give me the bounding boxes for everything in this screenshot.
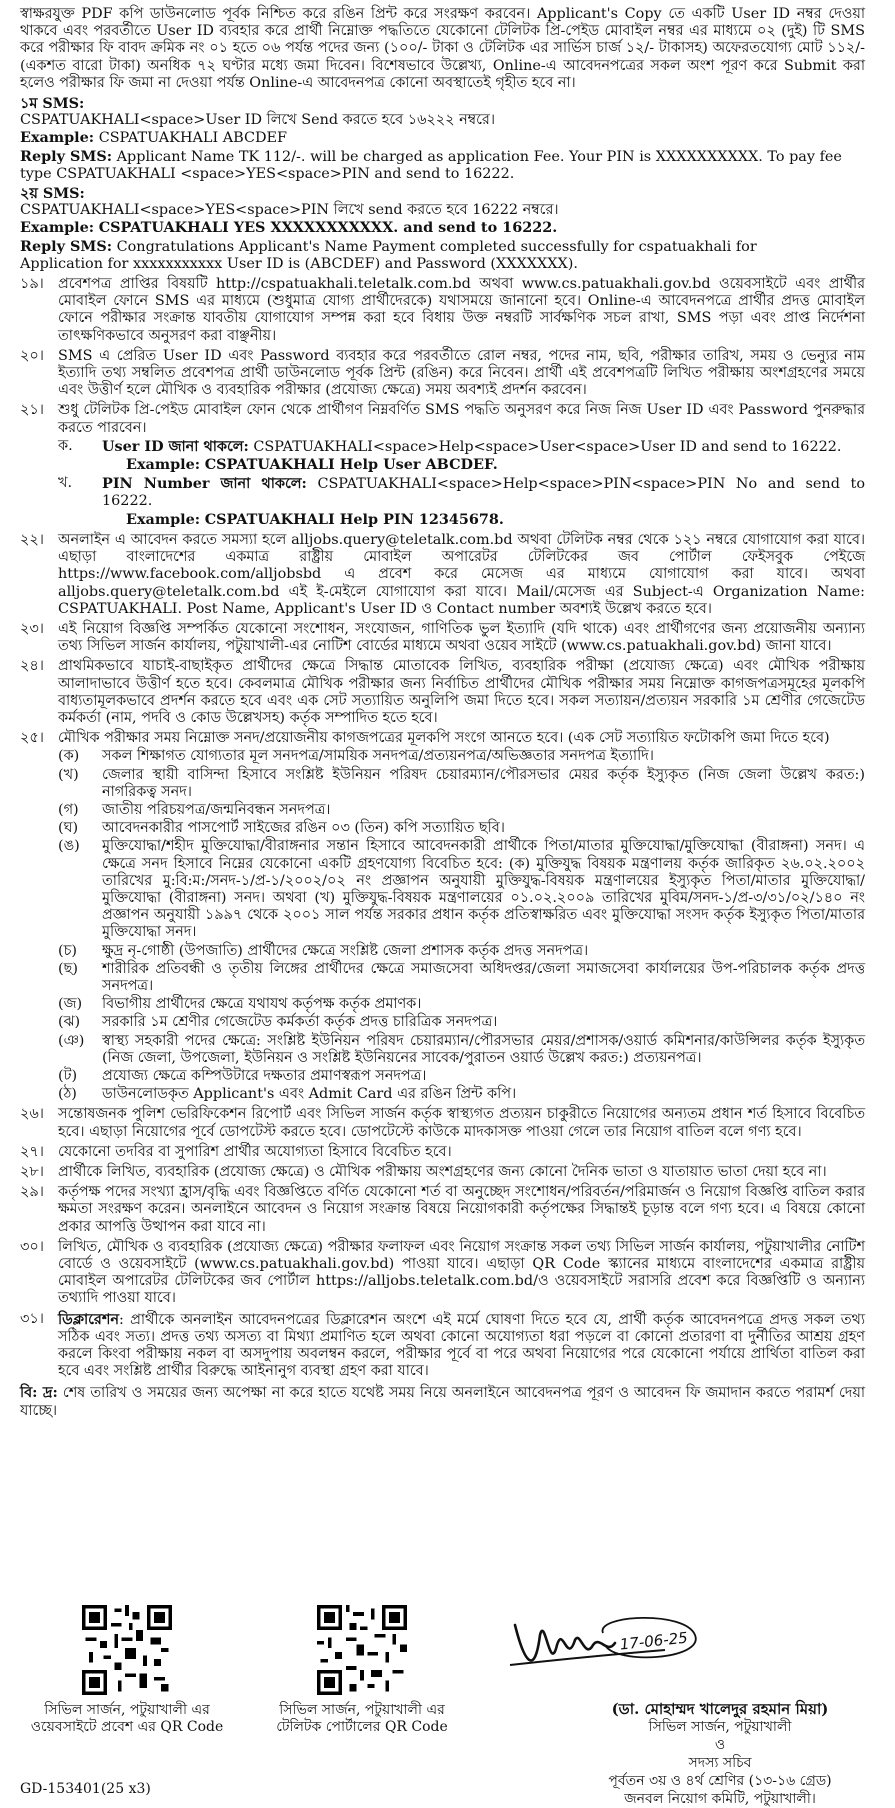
document-item <box>58 802 865 819</box>
clause-26 <box>20 1106 865 1140</box>
clause-24 <box>20 658 865 727</box>
document-item <box>58 820 865 837</box>
sms1-heading: ১ম SMS: <box>20 95 85 113</box>
sms2-instruction: CSPATUAKHALI<space>YES<space>PIN লিখে send করতে হবে 16222 নম্বরে। <box>20 202 559 219</box>
sub-label: (ছ) <box>58 960 78 977</box>
signer-block <box>575 1700 865 1808</box>
document-item <box>58 767 865 801</box>
sub-text: সকল শিক্ষাগত যোগ্যতার মূল সনদপত্র/সাময়িক সনদপত্র/প্রত্যয়নপত্র/অভিজ্ঞতার সনদপত্র ইত্যাদি। <box>102 748 654 765</box>
sub-label: (ঠ) <box>58 1086 77 1103</box>
signature <box>495 1605 715 1695</box>
sms1-example: CSPATUAKHALI ABCDEF <box>98 130 287 147</box>
intro-paragraph: স্বাক্ষরযুক্ত PDF কপি ডাউনলোড পূর্বক নিশ্চিত করে রঙিন প্রিন্ট করে সংরক্ষণ করবেন। Applicant's Copy তে একটি User ID নম্বর দেওয়া থাকবে এবং পরবর্তীতে User ID ব্যবহার করে প্রার্থী নিম্নোক্ত পদ্ধতিতে যেকোনো টেলিটক প্রি-পেইড মোবাইল নম্বর এর মাধ্যমে ০২ (দুই) টি SMS করে পরীক্ষার ফি বাবদ ক্রমিক নং ০১ হতে ০৬ পর্যন্ত পদের জন্য (১০০/- টাকা ও টেলিটক এর সার্ভিস চার্জ ১২/- টাকাসহ) অফেরতযোগ্য মোট ১১২/- (একশত বারো টাকা) অনধিক ৭২ ঘণ্টার মধ্যে জমা দিবেন। বিশেষভাবে উল্লেখ্য, Online-এ আবেদনপত্রের সকল অংশ পূরণ করে Submit করা হলেও পরীক্ষার ফি জমা না দেওয়া পর্যন্ত Online-এ আবেদনপত্র কোনো অবস্থাতেই গৃহীত হবে না। <box>20 6 865 91</box>
clause-27 <box>20 1144 865 1161</box>
sub-label: (ঘ) <box>58 820 79 837</box>
clause-30 <box>20 1239 865 1308</box>
document-item <box>58 1086 865 1103</box>
sms1-instruction: CSPATUAKHALI<space>User ID লিখে Send করতে হবে ১৬২২২ নম্বরে। <box>20 112 495 129</box>
sms2-reply: Congratulations Applicant's Name Payment completed successfully for cspatuakhali for <box>116 238 757 255</box>
document-item <box>58 1033 865 1067</box>
sub-text: CSPATUAKHALI<space>Help<space>User<space>User ID and send to 16222. <box>253 438 842 455</box>
sms2-example-label: Example: <box>20 219 95 237</box>
note-text: শেষ তারিখ ও সময়ের জন্য অপেক্ষা না করে হাতে যথেষ্ট সময় নিয়ে অনলাইনে আবেদনপত্র পূরণ ও আবেদন ফি জমাদান করতে পরামর্শ দেয়া যাচ্ছে। <box>20 1385 865 1419</box>
sms1-reply-label: Reply SMS: <box>20 147 113 165</box>
note <box>20 1384 865 1419</box>
sub-label: (ট) <box>58 1067 78 1084</box>
caption-line: টেলিটক পোর্টালের QR Code <box>276 1719 448 1735</box>
clause-text: মৌখিক পরীক্ষার সময় নিম্নোক্ত সনদ/প্রয়োজনীয় কাগজপত্রের মূলকপি সংগে আনতে হবে। (এক সেট সত্যায়িত ফটোকপি জমা দিতে হবে) <box>58 730 830 747</box>
sub-label: (গ) <box>58 801 79 818</box>
clause-number: ২০। <box>20 347 44 364</box>
sub-title: User ID জানা থাকলে: <box>102 437 249 455</box>
clause-number: ৩১। <box>20 1310 44 1327</box>
sms1-block <box>20 95 865 183</box>
clause-20 <box>20 348 865 400</box>
sub-text: শারীরিক প্রতিবন্ধী ও তৃতীয় লিঙ্গের প্রার্থীদের ক্ষেত্রে সমাজসেবা অধিদপ্তর/জেলা সমাজসেবা কার্যালয়ের উপ-পরিচালক কর্তৃক প্রদত্ত সনদপত্র। <box>102 960 865 994</box>
clause-19 <box>20 276 865 345</box>
sms2-heading: ২য় SMS: <box>20 185 85 203</box>
clause-number: ২৬। <box>20 1106 44 1123</box>
clause-number: ২৩। <box>20 620 44 637</box>
clause-number: ১৯। <box>20 276 44 293</box>
clause-text: যেকোনো তদবির বা সুপারিশ প্রার্থীর অযোগ্যতা হিসাবে বিবেচিত হবে। <box>58 1143 452 1160</box>
clause-text: SMS এ প্রেরিত User ID এবং Password ব্যবহার করে পরবর্তীতে রোল নম্বর, পদের নাম, ছবি, পরীক্ষার তারিখ, সময় ও ভেন্যুর নাম ইত্যাদি তথ্য সম্বলিত প্রবেশপত্র প্রার্থী ডাউনলোড পূর্বক প্রিন্ট (রঙিন) করে নিবেন। প্রার্থী এই প্রবেশপত্রটি লিখিত পরীক্ষায় অংশগ্রহণের সময়ে এবং উত্তীর্ণ হলে মৌখিক ও ব্যবহারিক পরীক্ষার (প্রযোজ্য ক্ষেত্রে) সময় অবশ্যই প্রদর্শন করবেন। <box>58 347 865 399</box>
document-item <box>58 943 865 960</box>
signer-committee: পূর্বতন ৩য় ও ৪র্থ শ্রেণির (১৩-১৬ গ্রেড) <box>608 1773 832 1789</box>
sub-label: (চ) <box>58 942 77 959</box>
sms2-reply-line2: Application for xxxxxxxxxxx User ID is (ABCDEF) and Password (XXXXXXX). <box>20 255 578 272</box>
clause-text: প্রবেশপত্র প্রাপ্তির বিষয়টি http://cspatuakhali.teletalk.com.bd অথবা www.cs.patuakhali.gov.bd ওয়েবসাইটে এবং প্রার্থীর মোবাইল ফোনে SMS এর মাধ্যমে (শুধুমাত্র যোগ্য প্রার্থীদেরকে) যথাসময়ে জানানো হবে। Online-এ আবেদনপত্রে প্রার্থীর প্রদত্ত মোবাইল ফোনে পরীক্ষার সংক্রান্ত যাবতীয় যোগাযোগ সম্পন্ন করা হবে বিধায় উক্ত নম্বরটি সার্বক্ষণিক সচল রাখা, SMS পড়া এবং প্রাপ্ত নির্দেশনা তাৎক্ষণিকভাবে অনুসরণ করা বাঞ্ছনীয়। <box>58 276 865 344</box>
note-label: বি: দ্র: <box>20 1384 58 1402</box>
clause-text: : প্রার্থীকে অনলাইন আবেদনপত্রের ডিক্লারেশন অংশে এই মর্মে ঘোষণা দিতে হবে যে, প্রার্থী কর্তৃক আবেদনপত্রে প্রদত্ত সকল তথ্য সঠিক এবং সত্য। প্রদত্ত তথ্য অসত্য বা মিথ্যা প্রমাণিত হলে অথবা কোনো অযোগ্যতা ধরা পড়লে বা কোনো প্রতারণা বা দুর্নীতির আশ্রয় গ্রহণ করলে কিংবা পরীক্ষায় নকল বা অসদুপায় অবলম্বন করলে, পরীক্ষার পূর্বে বা পরে অথবা নিয়োগের পরে যেকোনো পর্যায়ে প্রার্থিতা বাতিল করা হবে এবং সংশ্লিষ্ট প্রার্থীর বিরুদ্ধে আইনানুগ ব্যবস্থা গ্রহণ করা যাবে। <box>58 1311 865 1380</box>
document-item <box>58 961 865 995</box>
sub-label: খ. <box>58 475 73 492</box>
example-label: Example: <box>126 510 201 528</box>
clause-number: ২৮। <box>20 1164 44 1180</box>
clause-28 <box>20 1164 865 1181</box>
sms2-reply-label: Reply SMS: <box>20 237 113 255</box>
sms2-example: CSPATUAKHALI YES XXXXXXXXXXX. and send to 16222. <box>98 219 558 237</box>
clause-23 <box>20 621 865 655</box>
sub-text: প্রযোজ্য ক্ষেত্রে কম্পিউটারে দক্ষতার প্রমাণস্বরূপ সনদপত্র। <box>102 1067 427 1084</box>
website-qr-caption <box>7 1702 247 1736</box>
clause-text: প্রার্থীকে লিখিত, ব্যবহারিক (প্রযোজ্য ক্ষেত্রে) ও মৌখিক পরীক্ষায় অংশগ্রহণের জন্য কোনো দৈনিক ভাতা ও যাতায়াত ভাতা দেয়া হবে না। <box>58 1164 827 1180</box>
sub-text: স্বাস্থ্য সহকারী পদের ক্ষেত্রে: সংশ্লিষ্ট ইউনিয়ন পরিষদ চেয়ারম্যান/পৌরসভার মেয়র/প্রশাসক/ওয়ার্ড কমিশনার/কাউন্সিলর কর্তৃক ইস্যুকৃত (নিজ জেলা, উপজেলা, ইউনিয়ন ও সংশ্লিষ্ট ইউনিয়নের সাবেক/পুরাতন ওয়ার্ড উল্লেখ করত:) প্রত্যয়নপত্র। <box>102 1032 865 1066</box>
website-qr-code[interactable] <box>82 1605 172 1695</box>
sub-label: (জ) <box>58 996 83 1013</box>
clause-number: ২৯। <box>20 1184 44 1201</box>
clause-number: ৩০। <box>20 1238 44 1255</box>
clause-number: ২৪। <box>20 658 44 675</box>
sms2-block <box>20 185 865 273</box>
teletalk-qr-caption <box>242 1702 482 1736</box>
clause-25 <box>20 730 865 1103</box>
clause-number: ২১। <box>20 402 44 419</box>
sub-label: (ঞ) <box>58 1032 85 1049</box>
clause-21-b <box>58 475 865 510</box>
clause-text: কর্তৃপক্ষ পদের সংখ্যা হ্রাস/বৃদ্ধি এবং বিজ্ঞপ্তিতে বর্ণিত যেকোনো শর্ত বা অনুচ্ছেদ সংশোধন/পরিবর্তন/পরিমার্জন ও নিয়োগ বিজ্ঞপ্তি বাতিল করার ক্ষমতা সংরক্ষণ করেন। অনলাইনে আবেদন ও নিয়োগ সংক্রান্ত বিষয়ে নিয়োগকারী কর্তৃপক্ষের সিদ্ধান্তই চূড়ান্ত বলে গণ্য হবে। এ বিষয়ে কোনো প্রকার আপত্তি উত্থাপন করা যাবে না। <box>58 1184 865 1235</box>
clause-text: সন্তোষজনক পুলিশ ভেরিফিকেশন রিপোর্ট এবং সিভিল সার্জন কর্তৃক স্বাস্থ্যগত প্রত্যয়ন চাকুরীতে নিয়োগের অন্যতম প্রধান শর্ত হিসাবে বিবেচিত হবে। এছাড়া নিয়োগের পূর্বে ডোপটেস্ট করতে হবে। ডোপটেস্টে কাউকে মাদকাসক্ত পাওয়া গেলে তার নিয়োগ বাতিল বলে গণ্য হবে। <box>58 1106 865 1140</box>
signer-name: (ডা. মোহাম্মদ খালেদুর রহমান মিয়া) <box>611 1700 829 1718</box>
clause-31 <box>20 1311 865 1381</box>
clause-22 <box>20 532 865 618</box>
signature-date: 17-06-25 <box>618 1628 689 1654</box>
gd-number: GD-153401(25 x3) <box>20 1781 151 1797</box>
sub-text: জাতীয় পরিচয়পত্র/জন্মনিবন্ধন সনদপত্র। <box>102 801 331 818</box>
clause-text: এই নিয়োগ বিজ্ঞপ্তি সম্পর্কিত যেকোনো সংশোধন, সংযোজন, গাণিতিক ভুল ইত্যাদি (যদি থাকে) এবং প্রার্থীগণের জন্য প্রয়োজনীয় অন্যান্য তথ্য সিভিল সার্জন কার্যালয়, পটুয়াখালী-এর নোটিশ বোর্ডের মাধ্যমে অথবা ওয়েব সাইটে (www.cs.patuakhali.gov.bd) জানা যাবে। <box>58 620 865 655</box>
example-text: CSPATUAKHALI Help PIN 12345678. <box>204 510 504 528</box>
signer-and: ও <box>714 1737 726 1753</box>
sub-text: ক্ষুদ্র নৃ-গোষ্ঠী (উপজাতি) প্রার্থীদের ক্ষেত্রে সংশ্লিষ্ট জেলা প্রশাসক কর্তৃক প্রদত্ত সনদপত্র। <box>102 942 589 959</box>
caption-line: ওয়েবসাইটে প্রবেশ এর QR Code <box>30 1719 224 1735</box>
clause-number: ২৫। <box>20 730 44 747</box>
declaration-title: ডিক্লারেশন <box>58 1310 119 1328</box>
document-item <box>58 838 865 941</box>
clause-21-a-example <box>58 456 865 474</box>
sub-title: PIN Number জানা থাকলে: <box>102 475 307 493</box>
document-item <box>58 748 865 765</box>
clause-21-b-example <box>58 511 865 529</box>
document-item <box>58 1068 865 1085</box>
clause-21 <box>20 402 865 528</box>
sms1-example-label: Example: <box>20 129 95 147</box>
signer-title: সিভিল সার্জন, পটুয়াখালী <box>648 1719 792 1735</box>
sub-text: বিভাগীয় প্রার্থীদের ক্ষেত্রে যথাযথ কর্তৃপক্ষ কর্তৃক প্রমাণক। <box>102 996 422 1013</box>
sub-text: মুক্তিযোদ্ধা/শহীদ মুক্তিযোদ্ধা/বীরাঙ্গনার সন্তান হিসাবে আবেদনকারী প্রার্থীকে পিতা/মাতার মুক্তিযোদ্ধা/মুক্তিযোদ্ধা (বীরাঙ্গনা) সনদ। এ ক্ষেত্রে সনদ হিসাবে নিম্নের যেকোনো একটি গ্রহণযোগ্য বিবেচিত হবে: (ক) মুক্তিযুদ্ধ বিষয়ক মন্ত্রণালয় কর্তৃক জারিকৃত ২৬.০২.২০০২ তারিখের মু:বি:ম:/সনদ-১/প্র-১/২০০২/০২ নং প্রজ্ঞাপন অনুযায়ী মুক্তিযুদ্ধ-বিষয়ক মন্ত্রণালয়ের ইস্যুকৃত পিতা/মাতার মুক্তিযোদ্ধা/মুক্তিযোদ্ধা (বীরাঙ্গনা) সনদ। অথবা (খ) মুক্তিযুদ্ধ-বিষয়ক মন্ত্রণালয়ের ০১.০২.২০০৯ তারিখের মুবিম/সনদ-১/প্র-৩/৩১/০২/১৪০ নং প্রজ্ঞাপন অনুযায়ী ১৯৯৭ থেকে ২০০১ সাল পর্যন্ত সরকার প্রধান কর্তৃক প্রতিস্বাক্ষরিত এবং মুক্তিযোদ্ধা সংসদ কর্তৃক ইস্যুকৃত পিতা/মাতার মুক্তিযোদ্ধা সনদ। <box>102 838 865 941</box>
clause-29 <box>20 1184 865 1236</box>
clause-text: শুধু টেলিটক প্রি-পেইড মোবাইল ফোন থেকে প্রার্থীগণ নিম্নবর্ণিত SMS পদ্ধতি অনুসরণ করে নিজ নিজ User ID এবং Password পুনরুদ্ধার করতে পারবেন। <box>58 402 865 436</box>
document-item <box>58 1014 865 1031</box>
sub-text: জেলার স্থায়ী বাসিন্দা হিসাবে সংশ্লিষ্ট ইউনিয়ন পরিষদ চেয়ারম্যান/পৌরসভার মেয়র কর্তৃক ইস্যুকৃত (নিজ জেলা উল্লেখ করত:) নাগরিকত্ব সনদ। <box>102 766 865 800</box>
sub-label: ক. <box>58 437 73 454</box>
example-text: CSPATUAKHALI Help User ABCDEF. <box>204 456 498 474</box>
sub-label: (ঙ) <box>58 838 80 855</box>
example-label: Example: <box>126 456 201 474</box>
sub-label: (ক) <box>58 748 80 765</box>
signer-role: সদস্য সচিব <box>688 1755 752 1771</box>
footer <box>20 1605 865 1805</box>
caption-line: সিভিল সার্জন, পটুয়াখালী এর <box>44 1702 210 1718</box>
sub-label: (খ) <box>58 766 79 783</box>
sub-label: (ঝ) <box>58 1014 81 1031</box>
clause-text: প্রাথমিকভাবে যাচাই-বাছাইকৃত প্রার্থীদের ক্ষেত্রে সিদ্ধান্ত মোতাবেক লিখিত, ব্যবহারিক পরীক্ষা (প্রযোজ্য ক্ষেত্রে) এবং মৌখিক পরীক্ষায় আলাদাভাবে উত্তীর্ণ হতে হবে। কেবলমাত্র মৌখিক পরীক্ষার জন্য নির্বাচিত প্রার্থীদের মৌখিক পরীক্ষার সময় নিম্নোক্ত কাগজপত্রসমূহের মূলকপি বাধ্যতামূলকভাবে প্রদর্শন করতে হবে এবং এক সেট সত্যায়িত অনুলিপি জমা দিতে হবে। সকল সত্যায়ন/প্রত্যয়ন সরকারি ১ম শ্রেণীর গেজেটেড কর্মকর্তা (নাম, পদবি ও কোড উল্লেখসহ) কর্তৃক সম্পাদিত হতে হবে। <box>58 658 865 726</box>
teletalk-qr-code[interactable] <box>317 1605 407 1695</box>
signer-committee-location: জনবল নিয়োগ কমিটি, পটুয়াখালী। <box>624 1791 816 1807</box>
sub-text: সরকারি ১ম শ্রেণীর গেজেটেড কর্মকর্তা কর্তৃক প্রদত্ত চারিত্রিক সনদপত্র। <box>102 1014 498 1031</box>
sub-text: ডাউনলোডকৃত Applicant's এবং Admit Card এর রঙিন প্রিন্ট কপি। <box>102 1086 517 1103</box>
clause-text: লিখিত, মৌখিক ও ব্যবহারিক (প্রযোজ্য ক্ষেত্রে) পরীক্ষার ফলাফল এবং নিয়োগ সংক্রান্ত সকল তথ্য সিভিল সার্জন কার্যালয়, পটুয়াখালীর নোটিশ বোর্ডে ও ওয়েবসাইটে (www.cs.patuakhali.gov.bd) পাওয়া যাবে। এছাড়া QR Code স্ক্যানের মাধ্যমে বাংলাদেশের একমাত্র রাষ্ট্রীয় মোবাইল অপারেটর টেলিটকের জব পোর্টাল https://alljobs.teletalk.com.bd/ও ওয়েবসাইটে সরাসরি প্রবেশ করে বিজ্ঞপ্তিটি ও অন্যান্য তথ্যাদি পাওয়া যাবে। <box>58 1238 865 1307</box>
clause-21-a <box>58 438 865 456</box>
clause-number: ২২। <box>20 531 44 548</box>
document-item <box>58 996 865 1013</box>
caption-line: সিভিল সার্জন, পটুয়াখালী এর <box>279 1702 445 1718</box>
sub-text: CSPATUAKHALI<space>Help<space>PIN<space>PIN No and send to 16222. <box>102 476 865 510</box>
sms1-reply: Applicant Name TK 112/-. will be charged as application Fee. Your PIN is XXXXXXXXXX. To pay fee type CSPATUAKHALI <space>YES<space>PIN and send to 16222. <box>20 148 842 182</box>
sub-text: আবেদনকারীর পাসপোর্ট সাইজের রঙিন ০৩ (তিন) কপি সত্যায়িত ছবি। <box>102 820 505 837</box>
clause-number: ২৭। <box>20 1143 44 1160</box>
clause-text: অনলাইন এ আবেদন করতে সমস্যা হলে alljobs.query@teletalk.com.bd অথবা টেলিটক নম্বর থেকে ১২১ নম্বরে যোগাযোগ করা যাবে। এছাড়া বাংলাদেশের একমাত্র রাষ্ট্রীয় মোবাইল অপারেটর টেলিটকের জব পোর্টাল ফেইসবুক পেইজে https://www.facebook.com/alljobsbd এ প্রবেশ করে মেসেজ এর মাধ্যমে যোগাযোগ করা যাবে। অথবা alljobs.query@teletalk.com.bd এই ই-মেইলে যোগাযোগ করা যাবে। Mail/মেসেজ এর Subject-এ Organization Name: CSPATUAKHALI. Post Name, Applicant's User ID ও Contact number অবশ্যই উল্লেখ করতে হবে। <box>58 531 865 617</box>
